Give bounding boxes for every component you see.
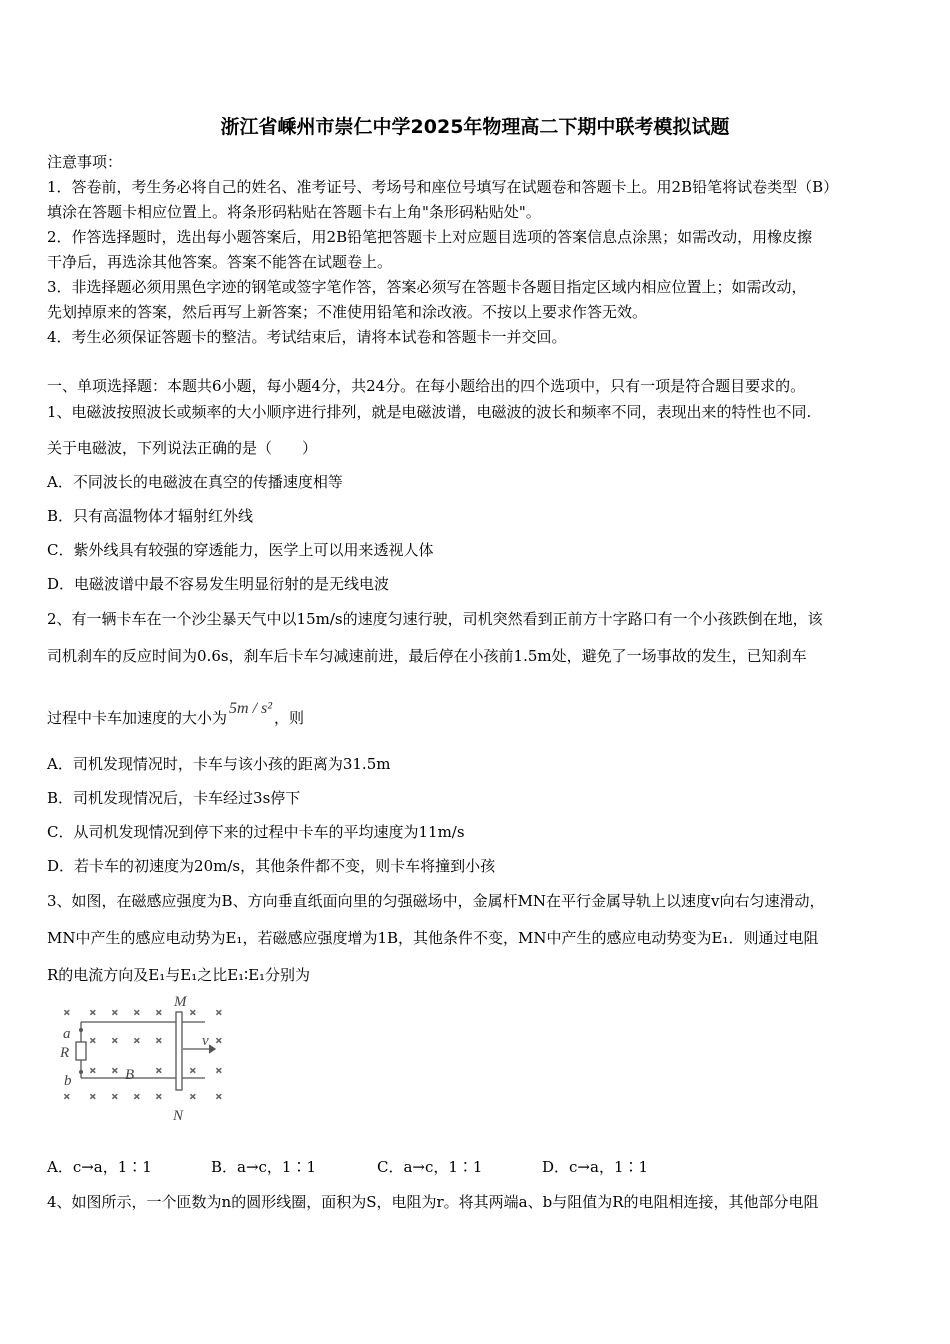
resistor	[76, 1042, 86, 1060]
svg-text:×: ×	[111, 1065, 119, 1077]
svg-text:×: ×	[89, 1007, 97, 1019]
question-3-option-d: D．c→a，1∶1	[542, 1158, 649, 1176]
svg-text:×: ×	[215, 1007, 223, 1019]
svg-text:×: ×	[155, 1035, 163, 1047]
svg-text:×: ×	[63, 1007, 71, 1019]
label-b: b	[64, 1073, 72, 1089]
svg-text:×: ×	[215, 1035, 223, 1047]
notice-line: 3．非选择题必须用黑色字迹的钢笔或签字笔作答，答案必须写在答题卡各题目指定区域内相应位置上；如需改动，	[47, 278, 807, 296]
section-heading: 一、单项选择题：本题共6小题，每小题4分，共24分。在每小题给出的四个选项中，只有一项是符合题目要求的。	[47, 377, 806, 395]
svg-text:×: ×	[155, 1091, 163, 1103]
question-3-stem: MN中产生的感应电动势为E₁，若磁感应强度增为1B，其他条件不变，MN中产生的感应电动势变为E₁．则通过电阻	[47, 929, 819, 947]
question-2-option-c: C．从司机发现情况到停下来的过程中卡车的平均速度为11m/s	[47, 823, 465, 841]
question-2-stem: 司机刹车的反应时间为0.6s，刹车后卡车匀减速前进，最后停在小孩前1.5m处，避免了一场事故的发生，已知刹车	[47, 647, 807, 665]
svg-text:×: ×	[155, 1065, 163, 1077]
question-3-option-c: C．a→c，1∶1	[377, 1158, 483, 1176]
svg-text:×: ×	[133, 1035, 141, 1047]
question-4-stem: 4、如图所示，一个匝数为n的圆形线圈，面积为S，电阻为r。将其两端a、b与阻值为R的电阻相连接，其他部分电阻	[47, 1193, 819, 1211]
question-1-option-b: B．只有高温物体才辐射红外线	[47, 507, 254, 525]
svg-text:×: ×	[189, 1007, 197, 1019]
svg-text:×: ×	[215, 1065, 223, 1077]
question-1-option-a: A．不同波长的电磁波在真空的传播速度相等	[47, 473, 343, 491]
notice-line: 4．考生必须保证答题卡的整洁。考试结束后，请将本试卷和答题卡一并交回。	[47, 328, 567, 346]
question-3-stem: 3、如图，在磁感应强度为B、方向垂直纸面向里的匀强磁场中，金属杆MN在平行金属导轨上以速度v向右匀速滑动，	[47, 892, 825, 910]
notice-line: 2．作答选择题时，选出每小题答案后，用2B铅笔把答题卡上对应题目选项的答案信息点涂黑；如需改动，用橡皮擦	[47, 228, 813, 246]
svg-text:×: ×	[133, 1007, 141, 1019]
page-title: 浙江省嵊州市崇仁中学2025年物理高二下期中联考模拟试题	[220, 116, 730, 138]
question-2-stem	[47, 700, 305, 729]
label-v: v	[202, 1033, 209, 1049]
question-3-option-b: B．a→c，1∶1	[211, 1158, 317, 1176]
svg-text:×: ×	[189, 1065, 197, 1077]
notice-line: 干净后，再选涂其他答案。答案不能答在试题卷上。	[47, 253, 393, 271]
question-2-option-a: A．司机发现情况时，卡车与该小孩的距离为31.5m	[47, 755, 391, 773]
label-N: N	[173, 1108, 184, 1124]
notice-heading: 注意事项：	[47, 153, 123, 171]
terminal-b	[79, 1070, 83, 1074]
question-2-stem: 2、有一辆卡车在一个沙尘暴天气中以15m/s的速度匀速行驶，司机突然看到正前方十字路口有一个小孩跌倒在地，该	[47, 610, 823, 628]
svg-text:×: ×	[215, 1091, 223, 1103]
question-1-stem: 关于电磁波，下列说法正确的是（ ）	[47, 439, 318, 457]
question-3-option-a: A．c→a，1∶1	[47, 1158, 152, 1176]
question-2-stem-suffix: ，则	[274, 709, 305, 727]
svg-text:×: ×	[111, 1007, 119, 1019]
label-R: R	[60, 1045, 70, 1061]
notice-line: 先划掉原来的答案，然后再写上新答案；不准使用铅笔和涂改液。不按以上要求作答无效。	[47, 303, 648, 321]
terminal-a	[79, 1028, 83, 1032]
label-a: a	[63, 1026, 71, 1042]
metal-rod	[176, 1012, 182, 1090]
label-B: B	[125, 1067, 135, 1083]
svg-text:×: ×	[133, 1091, 141, 1103]
svg-text:×: ×	[111, 1091, 119, 1103]
notice-line: 填涂在答题卡相应位置上。将条形码粘贴在答题卡右上角"条形码粘贴处"。	[47, 203, 541, 221]
acceleration-formula: 5m / s²	[229, 700, 273, 717]
svg-text:×: ×	[89, 1035, 97, 1047]
question-2-option-b: B．司机发现情况后，卡车经过3s停下	[47, 789, 301, 807]
question-1-stem: 1、电磁波按照波长或频率的大小顺序进行排列，就是电磁波谱，电磁波的波长和频率不同，表现出来的特性也不同.	[47, 403, 812, 421]
svg-text:×: ×	[63, 1091, 71, 1103]
question-1-option-c: C．紫外线具有较强的穿透能力，医学上可以用来透视人体	[47, 541, 434, 559]
svg-text:×: ×	[89, 1065, 97, 1077]
question-2-stem-prefix: 过程中卡车加速度的大小为	[47, 709, 228, 727]
question-3-stem: R的电流方向及E₁与E₁之比E₁∶E₁分别为	[47, 966, 311, 984]
svg-text:×: ×	[111, 1035, 119, 1047]
svg-text:×: ×	[189, 1091, 197, 1103]
question-1-option-d: D．电磁波谱中最不容易发生明显衍射的是无线电波	[47, 575, 390, 593]
label-M: M	[174, 994, 187, 1010]
notice-line: 1．答卷前，考生务必将自己的姓名、准考证号、考场号和座位号填写在试题卷和答题卡上。用2B铅笔将试卷类型（B）	[47, 178, 839, 196]
question-3-circuit-figure	[55, 992, 235, 1124]
question-2-option-d: D．若卡车的初速度为20m/s，其他条件都不变，则卡车将撞到小孩	[47, 857, 496, 875]
svg-text:×: ×	[89, 1091, 97, 1103]
svg-text:×: ×	[155, 1007, 163, 1019]
